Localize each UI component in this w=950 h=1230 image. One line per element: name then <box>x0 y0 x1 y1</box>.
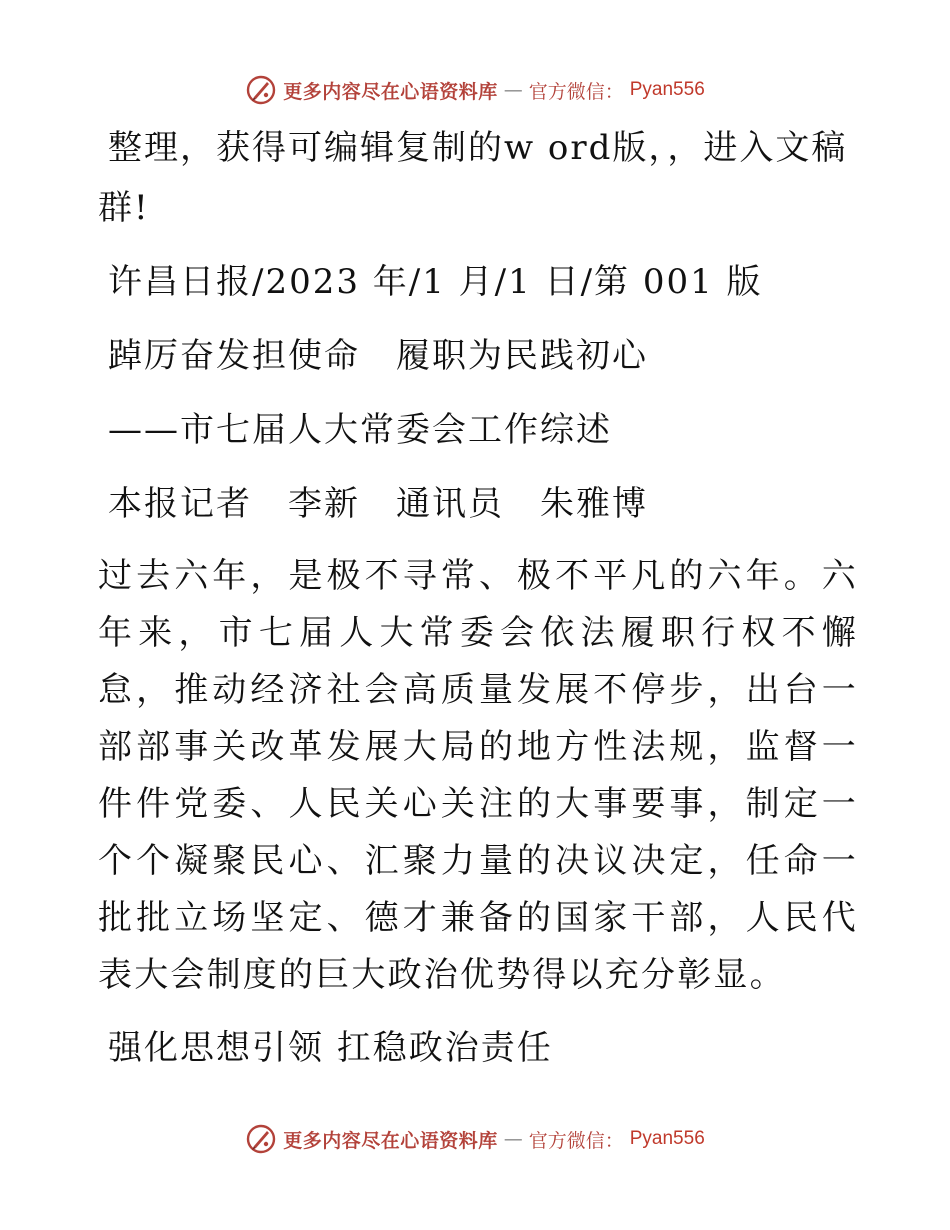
header-watermark <box>0 74 950 106</box>
watermark-wechat-id: Pyan556 <box>629 1128 705 1149</box>
source-line: 许昌日报/2023 年/1 月/1 日/第 001 版 <box>108 262 763 302</box>
intro-line-2: 群! <box>98 188 150 228</box>
watermark-wechat-label: 官方微信： <box>528 80 624 103</box>
subheadline: ——市七届人大常委会工作综述 <box>108 410 612 450</box>
watermark-wechat-label: 官方微信： <box>528 1129 624 1152</box>
document-body <box>98 118 858 1078</box>
byline: 本报记者 李新 通讯员 朱雅博 <box>108 484 648 524</box>
watermark-wechat-id: Pyan556 <box>629 79 705 100</box>
headline: 踔厉奋发担使命 履职为民践初心 <box>108 336 648 376</box>
watermark-separator: — <box>503 1128 523 1150</box>
watermark-text: 更多内容尽在心语资料库 <box>283 80 498 103</box>
quill-pen-seal-icon <box>245 74 277 106</box>
intro-line-1: 整理，获得可编辑复制的w ord版，，进入文稿 <box>108 128 848 168</box>
footer-watermark <box>0 1123 950 1155</box>
quill-pen-seal-icon <box>245 1123 277 1155</box>
body-paragraph: 过去六年，是极不寻常、极不平凡的六年。六年来，市七届人大常委会依法履职行权不懈怠，推动经济社会高质量发展不停步，出台一部部事关改革发展大局的地方性法规，监督一件件党委、人民关心关注的大事要事，制定一个个凝聚民心、汇聚力量的决议决定，任命一批批立场坚定、德才兼备的国家干部，人民代表大会制度的巨大政治优势得以充分彰显。 <box>98 556 858 995</box>
watermark-separator: — <box>503 79 523 101</box>
section-heading: 强化思想引领 扛稳政治责任 <box>108 1028 553 1068</box>
watermark-text: 更多内容尽在心语资料库 <box>283 1129 498 1152</box>
